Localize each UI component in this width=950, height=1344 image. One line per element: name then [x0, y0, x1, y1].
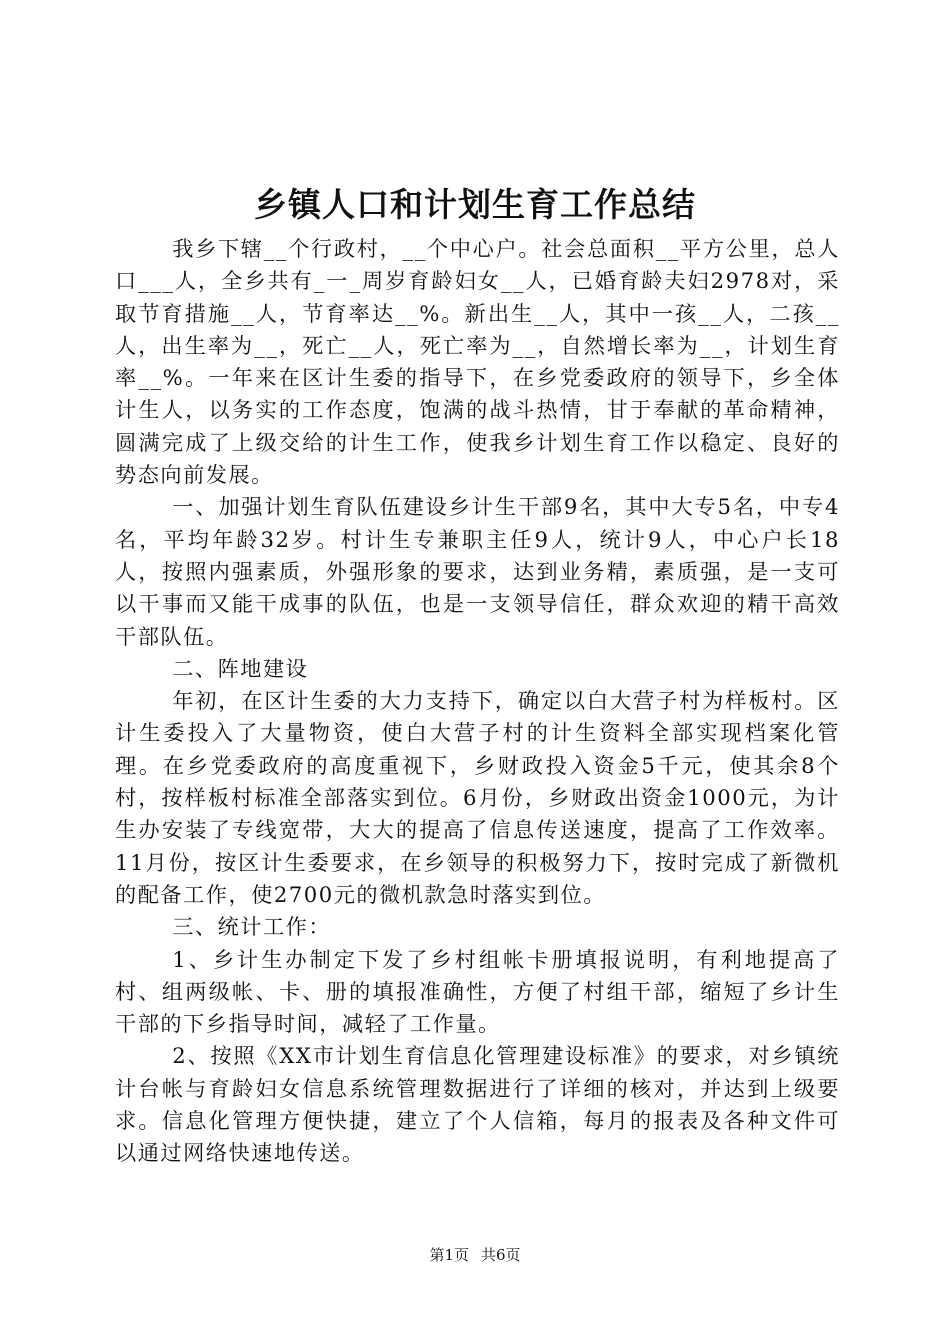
- intro-paragraph: 我乡下辖__个行政村，__个中心户。社会总面积__平方公里，总人口___人，全乡共有_一_周岁育龄妇女__人，已婚育龄夫妇2978对，采取节育措施__人，节育率达__%。新出生__人，其中一孩__人，二孩__人，出生率为__，死亡__人，死亡率为__，自然增长率为__，计划生育率__%。一年来在区计生委的指导下，在乡党委政府的领导下，乡全体计生人，以务实的工作态度，饱满的战斗热情，甘于奉献的革命精神，圆满完成了上级交给的计生工作，使我乡计划生育工作以稳定、良好的势态向前发展。: [115, 236, 840, 488]
- page-total: 共6页: [481, 1246, 521, 1264]
- section-heading-facilities: 二、阵地建设: [172, 655, 309, 681]
- section-facilities-paragraph: 年初，在区计生委的大力支持下，确定以白大营子村为样板村。区计生委投入了大量物资，使白大营子村的计生资料全部实现档案化管理。在乡党委政府的高度重视下，乡财政投入资金5千元，使其余8个村，按样板村标准全部落实到位。6月份，乡财政出资金1000元，为计生办安装了专线宽带，大大的提高了信息传送速度，提高了工作效率。11月份，按区计生委要求，在乡领导的积极努力下，按时完成了新微机的配备工作，使2700元的微机款急时落实到位。: [115, 688, 840, 907]
- section-heading-statistics: 三、统计工作：: [172, 914, 332, 940]
- section-team-paragraph: 一、加强计划生育队伍建设乡计生干部9名，其中大专5名，中专4名，平均年龄32岁。村计生专兼职主任9人，统计9人，中心户长18人，按照内强素质，外强形象的要求，达到业务精，素质强，是一支可以干事而又能干成事的队伍，也是一支领导信任，群众欢迎的精干高效干部队伍。: [115, 494, 840, 649]
- document-title: 乡镇人口和计划生育工作总结: [254, 185, 696, 224]
- statistics-item-2: 2、按照《XX市计划生育信息化管理建设标准》的要求，对乡镇统计台帐与育龄妇女信息系统管理数据进行了详细的核对，并达到上级要求。信息化管理方便快捷，建立了个人信箱，每月的报表及各种文件可以通过网络快速地传送。: [115, 1043, 840, 1166]
- page-number: 第1页: [429, 1246, 469, 1264]
- document-body: [115, 233, 840, 1170]
- page-footer: [0, 1245, 950, 1265]
- statistics-item-1: 1、乡计生办制定下发了乡村组帐卡册填报说明，有利地提高了村、组两级帐、卡、册的填报准确性，方便了村组干部，缩短了乡计生干部的下乡指导时间，减轻了工作量。: [115, 946, 840, 1037]
